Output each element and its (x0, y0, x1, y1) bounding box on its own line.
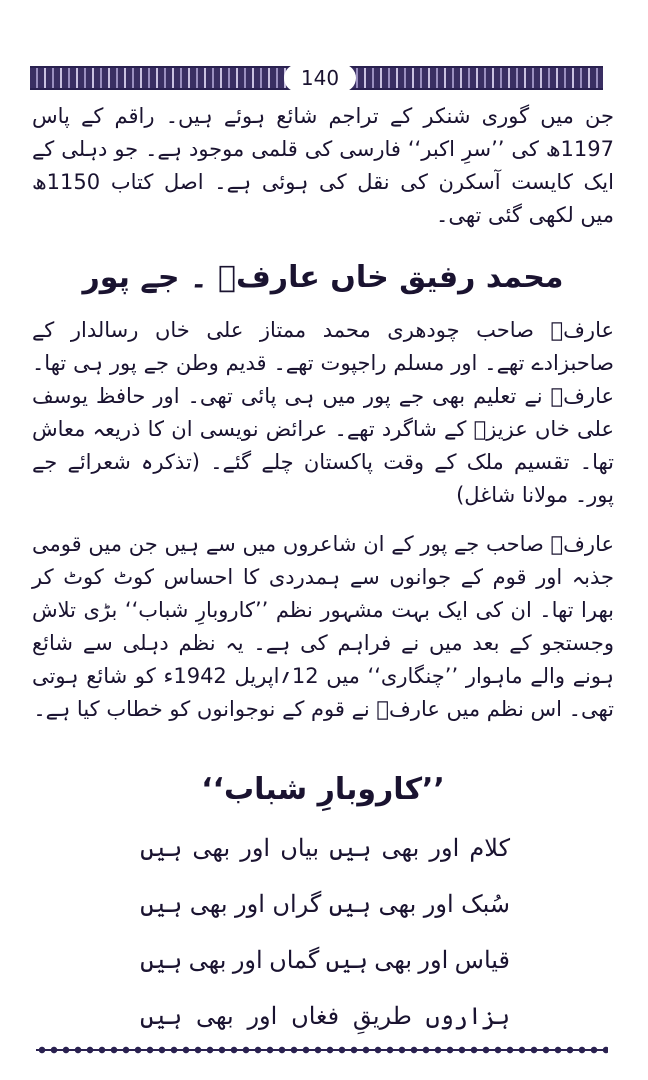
verse-word: اور (423, 890, 454, 918)
verse-word: فغاں (291, 1002, 340, 1030)
verse-word: ہیں (325, 946, 368, 974)
verse-word: بھی (192, 834, 231, 862)
footer-ornament-rule (36, 1046, 608, 1054)
poem-verse-4 (140, 996, 510, 1036)
section-heading: محمد رفیق خاں عارفؔ ۔ جے پور (82, 260, 564, 295)
verse-word: بھی (381, 834, 420, 862)
verse-word: ہیں (140, 890, 183, 918)
verse-word: بھی (195, 1002, 234, 1030)
page-number: 140 (284, 64, 356, 92)
verse-word: کلام (469, 834, 510, 862)
verse-word: اور (429, 834, 460, 862)
verse-word: بھی (374, 946, 413, 974)
verse-word: سُبک (461, 890, 510, 918)
paragraph-intro: جن میں گوری شنکر کے تراجم شائع ہوئے ہیں۔ راقم کے پاس 1197ھ کی ’’سرِ اکبر‘‘ فارسی کی قلمی موجود ہے۔ جو دہلی کے ایک کایست آسکرن کی نقل کی ہوئی ہے۔ اصل کتاب 1150ھ میں لکھی گئی تھی۔ (32, 104, 614, 227)
verse-word: گراں (272, 890, 322, 918)
verse-word: اور (240, 834, 271, 862)
verse-word: بھی (378, 890, 417, 918)
verse-word: ہیں (328, 890, 372, 918)
poem-verse-3 (140, 940, 510, 980)
verse-word: اور (247, 1002, 278, 1030)
paragraph-biography: عارفؔ صاحب چودھری محمد ممتاز علی خاں رسالدار کے صاحبزادے تھے۔ اور مسلم راجپوت تھے۔ قدیم وطن جے پور ہی تھا۔ عارفؔ نے تعلیم بھی جے پور میں ہی پائی تھی۔ اور حافظ یوسف علی خاں عزیزؔ کے شاگرد تھے۔ عرائض نویسی ان کا ذریعہ معاش تھا۔ تقسیم ملک کے وقت پاکستان چلے گئے۔ (تذکرہ شعرائے جے پور۔ مولانا شاغل) (32, 318, 614, 507)
verse-word: ہیں (140, 946, 183, 974)
verse-word: قیاس (454, 946, 510, 974)
verse-word: بھی (189, 890, 228, 918)
verse-word: بیاں (280, 834, 320, 862)
verse-word: ہیں (140, 1002, 183, 1030)
verse-word: اور (232, 946, 263, 974)
verse-word: ہیں (329, 834, 372, 862)
verse-word: ہزاروں (425, 1002, 510, 1030)
poem-verse-2 (140, 884, 510, 924)
verse-word: طریقِ (352, 1002, 412, 1030)
poem-verse-1 (140, 828, 510, 868)
verse-word: بھی (188, 946, 227, 974)
paragraph-poem-intro: عارفؔ صاحب جے پور کے ان شاعروں میں سے ہیں جن میں قومی جذبہ اور قوم کے جوانوں سے ہمدردی کا احساس کوٹ کوٹ کر بھرا تھا۔ ان کی ایک بہت مشہور نظم ’’کاروبارِ شباب‘‘ بڑی تلاش وجستجو کے بعد میں نے فراہم کی ہے۔ یہ نظم دہلی سے شائع ہونے والے ماہوار ’’چنگاری‘‘ میں 12؍اپریل 1942ء کو شائع ہوتی تھی۔ اس نظم میں عارفؔ نے قوم کے نوجوانوں کو خطاب کیا ہے۔ (32, 532, 614, 721)
verse-word: اور (418, 946, 449, 974)
poem-title: ’’کاروبارِ شباب‘‘ (201, 772, 445, 807)
verse-word: گماں (269, 946, 320, 974)
verse-word: ہیں (140, 834, 183, 862)
verse-word: اور (235, 890, 265, 918)
